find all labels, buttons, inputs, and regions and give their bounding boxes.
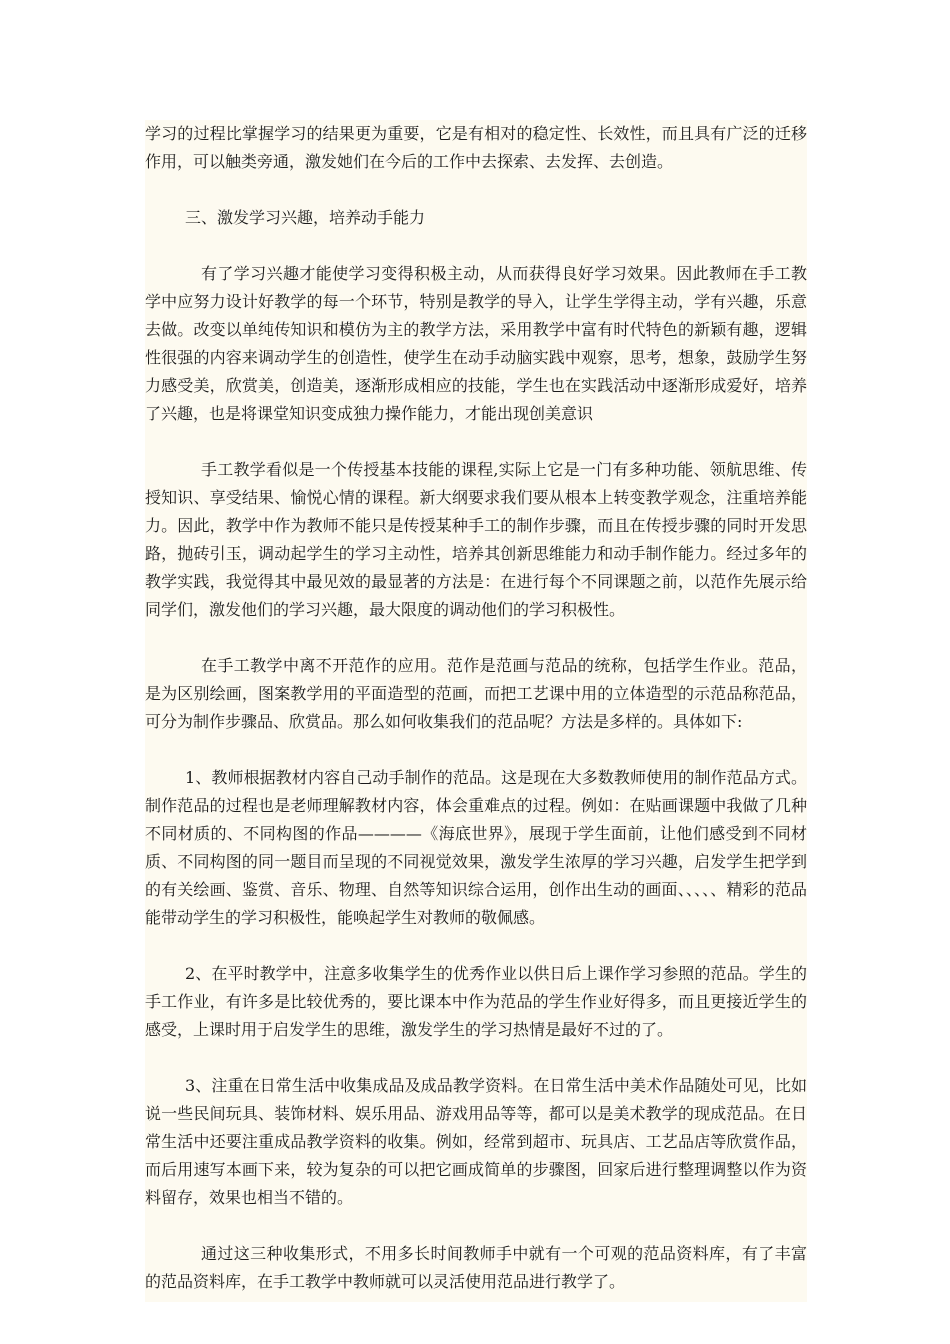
paragraph-gap: [145, 176, 807, 204]
paragraph-interest: 有了学习兴趣才能使学习变得积极主动，从而获得良好学习效果。因此教师在手工教学中应努力设计好教学的每一个环节，特别是教学的导入，让学生学得主动，学有兴趣，乐意去做。改变以单纯传知识和模仿为主的教学方法，采用教学中富有时代特色的新颖有趣，逻辑性很强的内容来调动学生的创造性，使学生在动手动脑实践中观察，思考，想象，鼓励学生努力感受美，欣赏美，创造美，逐渐形成相应的技能，学生也在实践活动中逐渐形成爱好，培养了兴趣，也是将课堂知识变成独力操作能力，才能出现创美意识: [145, 264, 807, 423]
list-item-1: 1、教师根据教材内容自己动手制作的范品。这是现在大多数教师使用的制作范品方式。制作范品的过程也是老师理解教材内容，体会重难点的过程。例如：在贴画课题中我做了几种不同材质的、不同构图的作品————《海底世界》，展现于学生面前，让他们感受到不同材质、不同构图的同一题目而呈现的不同视觉效果，激发学生浓厚的学习兴趣，启发学生把学到的有关绘画、鉴赏、音乐、物理、自然等知识综合运用，创作出生动的画面、、、、、精彩的范品能带动学生的学习积极性，能唤起学生对教师的敬佩感。: [145, 768, 807, 927]
section-heading: 三、激发学习兴趣，培养动手能力: [185, 208, 426, 227]
paragraph-conclusion: 通过这三种收集形式，不用多长时间教师手中就有一个可观的范品资料库，有了丰富的范品资料库，在手工教学中教师就可以灵活使用范品进行教学了。: [145, 1244, 807, 1291]
list-item-3: 3、注重在日常生活中收集成品及成品教学资料。在日常生活中美术作品随处可见，比如说一些民间玩具、装饰材料、娱乐用品、游戏用品等等，都可以是美术教学的现成范品。在日常生活中还要注重成品教学资料的收集。例如，经常到超市、玩具店、工艺品店等欣赏作品，而后用速写本画下来，较为复杂的可以把它画成简单的步骤图，回家后进行整理调整以作为资料留存，效果也相当不错的。: [145, 1076, 807, 1207]
paragraph-gap: [145, 428, 807, 456]
paragraph-gap: [145, 932, 807, 960]
paragraph-gap: [145, 1212, 807, 1240]
paragraph-handcraft-teaching: 手工教学看似是一个传授基本技能的课程,实际上它是一门有多种功能、领航思维、传授知识、享受结果、愉悦心情的课程。新大纲要求我们要从根本上转变教学观念，注重培养能力。因此，教学中作为教师不能只是传授某种手工的制作步骤，而且在传授步骤的同时开发思路，抛砖引玉，调动起学生的学习主动性，培养其创新思维能力和动手制作能力。经过多年的教学实践，我觉得其中最见效的最显著的方法是：在进行每个不同课题之前，以范作先展示给同学们，激发他们的学习兴趣，最大限度的调动他们的学习积极性。: [145, 460, 807, 619]
paragraph-gap: [145, 232, 807, 260]
paragraph-continuation: 学习的过程比掌握学习的结果更为重要，它是有相对的稳定性、长效性，而且具有广泛的迁移作用，可以触类旁通，激发她们在今后的工作中去探索、去发挥、去创造。: [145, 124, 807, 171]
paragraph-gap: [145, 736, 807, 764]
paragraph-gap: [145, 1044, 807, 1072]
document-body: [145, 120, 807, 1302]
list-item-2: 2、在平时教学中，注意多收集学生的优秀作业以供日后上课作学习参照的范品。学生的手工作业，有许多是比较优秀的，要比课本中作为范品的学生作业好得多，而且更接近学生的感受，上课时用于启发学生的思维，激发学生的学习热情是最好不过的了。: [145, 964, 807, 1039]
paragraph-gap: [145, 624, 807, 652]
paragraph-sample-works: 在手工教学中离不开范作的应用。范作是范画与范品的统称，包括学生作业。范品，是为区别绘画，图案教学用的平面造型的范画，而把工艺课中用的立体造型的示范品称范品，可分为制作步骤品、欣赏品。那么如何收集我们的范品呢？方法是多样的。具体如下:: [145, 656, 807, 731]
